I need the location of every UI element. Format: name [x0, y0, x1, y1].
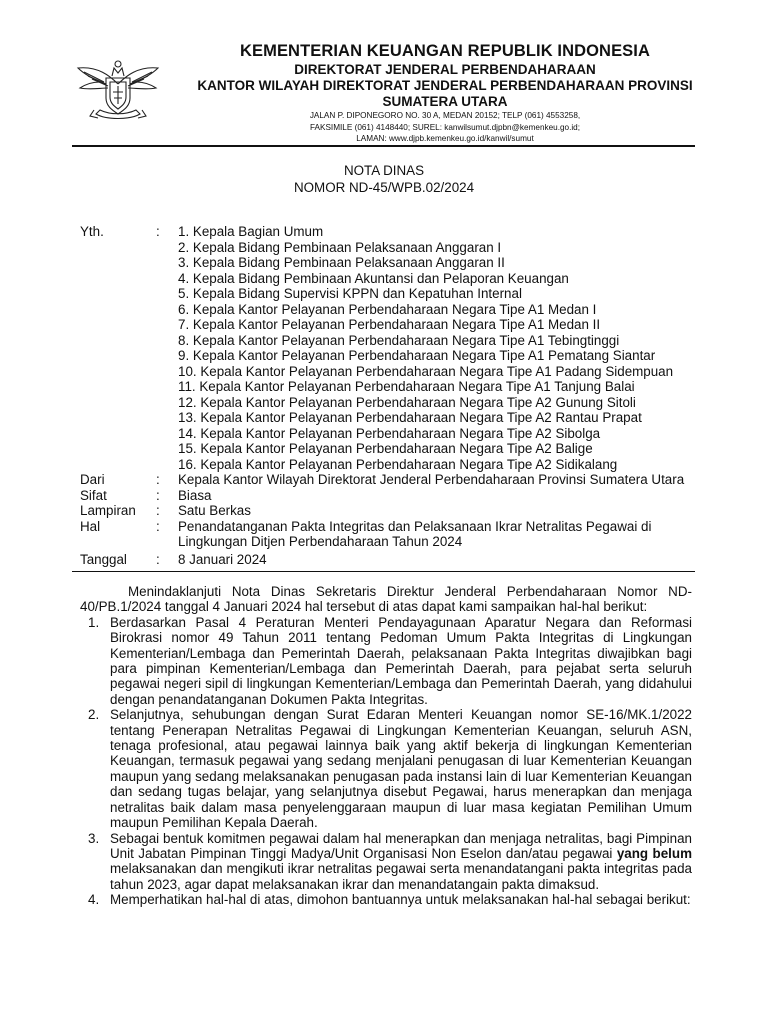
recipient-item: 7. Kepala Kantor Pelayanan Perbendaharaan Negara Tipe A1 Medan II [178, 317, 601, 332]
memo-body [80, 584, 692, 908]
recipient-item: 16. Kepala Kantor Pelayanan Perbendaharaan Negara Tipe A2 Sidikalang [178, 456, 618, 472]
list-number: 2. [88, 707, 100, 723]
list-text-after: melaksanakan dan mengikuti ikrar netralitas pegawai serta menandatangani pakta integritas pada tahun 2023, agar dapat melaksanakan ikrar dan menandatangain pakta dimaksud. [110, 861, 692, 892]
recipient-item: 15. Kepala Kantor Pelayanan Perbendaharaan Negara Tipe A2 Balige [178, 441, 593, 456]
dari-value: Kepala Kantor Wilayah Direktorat Jenderal Perbendaharaan Provinsi Sumatera Utara [178, 472, 685, 487]
emphasis-yang-belum: yang belum [616, 845, 692, 861]
recipient-item: 13. Kepala Kantor Pelayanan Perbendaharaan Negara Tipe A2 Rantau Prapat [178, 410, 642, 425]
header-divider [72, 571, 695, 572]
letterhead-divider [72, 145, 695, 147]
tanggal-label: Tanggal [80, 551, 127, 567]
kemenkeu-emblem-icon [70, 46, 166, 126]
letterhead [170, 40, 720, 145]
address-line2: FAKSIMILE (061) 4148440; SUREL: kanwilsumut.djpbn@kemenkeu.go.id; [310, 122, 580, 132]
recipient-item: 6. Kepala Kantor Pelayanan Perbendaharaan Negara Tipe A1 Medan I [178, 301, 597, 317]
list-text: Memperhatikan hal-hal di atas, dimohon bantuannya untuk melaksanakan hal-hal sebagai berikut: [110, 892, 691, 908]
intro-paragraph: Menindaklanjuti Nota Dinas Sekretaris Direktur Jenderal Perbendaharaan Nomor ND-40/PB.1/2024 tanggal 4 Januari 2024 hal tersebut di atas dapat kami sampaikan hal-hal berikut: [80, 584, 692, 615]
hal-value: Penandatanganan Pakta Integritas dan Pelaksanaan Ikrar Netralitas Pegawai di Lingkungan Ditjen Perbendaharaan Tahun 2024 [178, 518, 652, 549]
address-line1: JALAN P. DIPONEGORO NO. 30 A, MEDAN 20152; TELP (061) 4553258, [309, 111, 581, 120]
hal-label: Hal [80, 518, 101, 534]
office-name-line1: KANTOR WILAYAH DIREKTORAT JENDERAL PERBENDAHARAAN PROVINSI [197, 78, 693, 93]
field-tanggal [80, 552, 730, 568]
recipient-item: 3. Kepala Bidang Pembinaan Pelaksanaan Anggaran II [178, 255, 505, 270]
lampiran-value: Satu Berkas [178, 503, 251, 518]
memo-header-fields [80, 224, 730, 567]
list-number: 3. [88, 830, 100, 846]
dari-label: Dari [80, 472, 105, 487]
list-text: Selanjutnya, sehubungan dengan Surat Edaran Menteri Keuangan nomor SE-16/MK.1/2022 tentang Penerapan Netralitas Pegawai di Lingkungan Kementerian Keuangan, seluruh ASN, tenaga profesional, atau pegawai lainnya baik yang aktif bekerja di lingkungan Kementerian Keuangan, termasuk pegawai yang sedang menjalani penugasan di luar Kementerian Keuangan maupun yang sedang melaksanakan penugasan pada instansi lain di luar Kementerian Keuangan dan sedang tugas belajar, yang selanjutnya disebut Pegawai, harus menerapkan dan menjaga netralitas baik dalam masa penyelenggaraan maupun di luar masa kegiatan Pemilihan Umum maupun Pemilihan Kepala Daerah. [110, 707, 692, 831]
field-lampiran [80, 503, 730, 519]
colon: : [156, 551, 160, 567]
lampiran-label: Lampiran [80, 503, 136, 518]
sifat-label: Sifat [80, 487, 107, 503]
list-item [80, 831, 692, 893]
colon: : [156, 487, 160, 503]
memo-title: NOTA DINAS [343, 163, 425, 178]
recipient-item: 11. Kepala Kantor Pelayanan Perbendaharaan Negara Tipe A1 Tanjung Balai [178, 379, 635, 394]
yth-label: Yth. [80, 224, 104, 239]
office-name-line2: SUMATERA UTARA [382, 94, 508, 109]
field-yth [80, 224, 730, 472]
recipient-item: 12. Kepala Kantor Pelayanan Perbendaharaan Negara Tipe A2 Gunung Sitoli [178, 394, 636, 410]
list-text [110, 831, 692, 893]
recipient-item: 2. Kepala Bidang Pembinaan Pelaksanaan Anggaran I [178, 239, 502, 255]
list-text-before: Sebagai bentuk komitmen pegawai dalam hal menerapkan dan menjaga netralitas, bagi Pimpinan Unit Jabatan Pimpinan Tinggi Madya/Unit Organisasi Non Eselon dan/atau pegawai [110, 830, 692, 861]
list-text: Berdasarkan Pasal 4 Peraturan Menteri Pendayagunaan Aparatur Negara dan Reformasi Birokrasi nomor 49 Tahun 2011 tentang Pedoman Umum Pakta Integritas di Lingkungan Kementerian/Lembaga dan Pemerintah Daerah, pelaksanaan Pakta Integritas diwajibkan bagi para pimpinan Kementerian/Lembaga dan Pemerintah Daerah, para pejabat serta seluruh pegawai negeri sipil di lingkungan Kementerian/Lembaga dan Pemerintah Daerah, yang didahului dengan penandatanganan Dokumen Pakta Integritas. [110, 614, 692, 707]
field-sifat [80, 488, 730, 504]
field-hal [80, 519, 730, 550]
recipient-item: 1. Kepala Bagian Umum [178, 224, 324, 239]
memo-number: NOMOR ND-45/WPB.02/2024 [293, 180, 475, 195]
sifat-value: Biasa [178, 487, 212, 503]
colon: : [156, 472, 160, 487]
colon: : [156, 518, 160, 534]
tanggal-value: 8 Januari 2024 [178, 551, 267, 567]
list-number: 1. [88, 614, 100, 630]
list-item [80, 707, 692, 830]
recipient-item: 8. Kepala Kantor Pelayanan Perbendaharaan Negara Tipe A1 Tebingtinggi [178, 332, 620, 348]
recipient-item: 10. Kepala Kantor Pelayanan Perbendaharaan Negara Tipe A1 Padang Sidempuan [178, 363, 674, 379]
list-item [80, 615, 692, 707]
list-item [80, 892, 692, 907]
recipient-list [178, 224, 730, 472]
recipient-item: 5. Kepala Bidang Supervisi KPPN dan Kepatuhan Internal [178, 286, 522, 301]
colon: : [156, 503, 160, 518]
ministry-name: KEMENTERIAN KEUANGAN REPUBLIK INDONESIA [239, 42, 650, 60]
directorate-name: DIREKTORAT JENDERAL PERBENDAHARAAN [294, 62, 596, 77]
list-number: 4. [88, 892, 100, 908]
recipient-item: 9. Kepala Kantor Pelayanan Perbendaharaan Negara Tipe A1 Pematang Siantar [178, 348, 656, 363]
recipient-item: 14. Kepala Kantor Pelayanan Perbendaharaan Negara Tipe A2 Sibolga [178, 425, 601, 441]
colon: : [156, 224, 160, 239]
recipient-item: 4. Kepala Bidang Pembinaan Akuntansi dan Pelaporan Keuangan [178, 270, 569, 286]
field-dari [80, 472, 730, 488]
address-line3: LAMAN: www.djpb.kemenkeu.go.id/kanwil/sumut [356, 134, 534, 143]
